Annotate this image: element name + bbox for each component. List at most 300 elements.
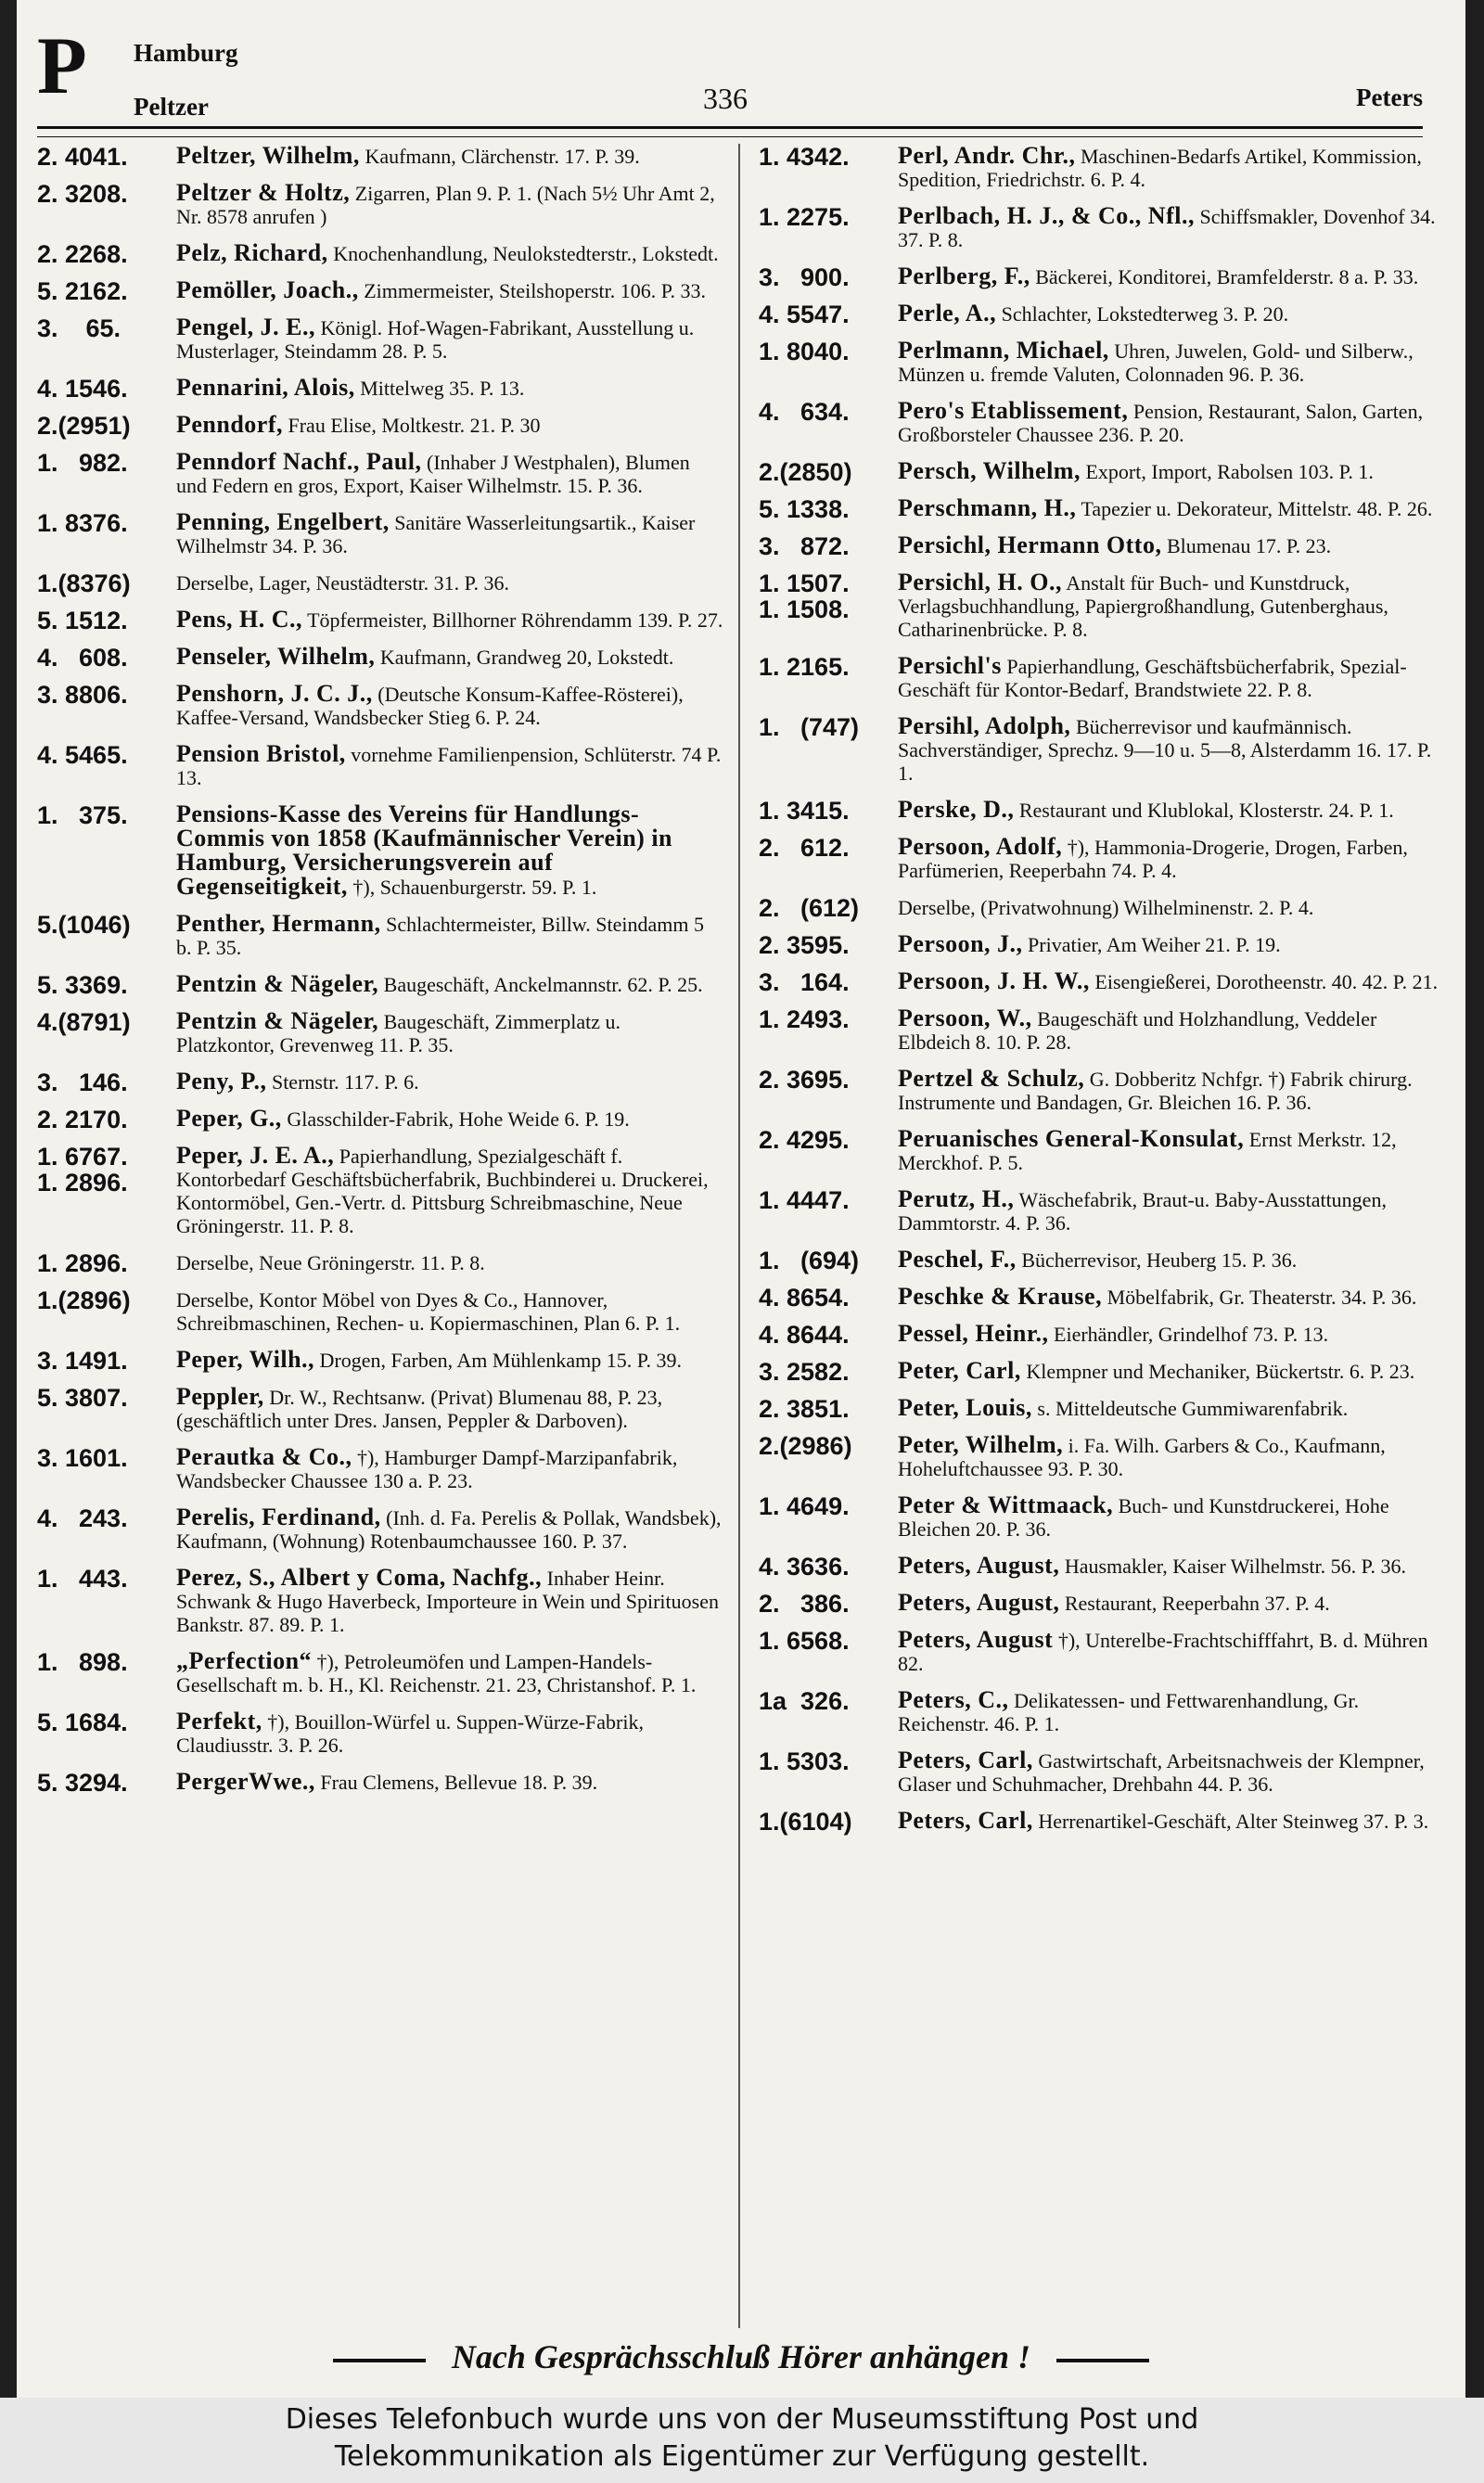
subscriber-details: Glasschilder-Fabrik, Hohe Weide 6. P. 19. (287, 1107, 630, 1131)
phone-number: 5. 3369. (37, 971, 128, 999)
subscriber-name: Persch, Wilhelm, (898, 457, 1081, 484)
directory-entry (37, 570, 723, 595)
phone-number: 1. 982. (37, 449, 128, 477)
phone-number: 1. 2275. (759, 203, 850, 231)
subscriber-name: Persoon, J. H. W., (898, 967, 1090, 994)
subscriber-details: Töpfermeister, Billhorner Röhrendamm 139. P. 27. (307, 608, 723, 632)
subscriber-name: Pertzel & Schulz, (898, 1065, 1085, 1092)
entry-body (176, 450, 723, 497)
phone-number: 2.(2951) (37, 412, 131, 440)
phone-number: 3. 65. (37, 314, 122, 342)
subscriber-name: Persoon, Adolf, (898, 833, 1063, 860)
subscriber-details: Anstalt für Buch- und Kunstdruck, Verlagsbuchhandlung, Papiergroßhandlung, Gutenberghaus, Catharinenbrücke. P. 8. (898, 571, 1388, 641)
subscriber-name: Persichl, H. O., (898, 569, 1062, 595)
entry-body (176, 972, 723, 996)
directory-entry (759, 930, 1445, 959)
subscriber-details: Uhren, Juwelen, Gold- und Silberw., Münzen u. fremde Valuten, Colonnaden 96. P. 36. (898, 339, 1414, 386)
range-end-label: Peters (1356, 83, 1423, 111)
directory-entry (37, 1505, 723, 1553)
directory-entry (37, 608, 723, 632)
subscriber-name: Penning, Engelbert, (176, 508, 390, 535)
entry-body (898, 144, 1445, 191)
phone-number: 1. 4447. (759, 1186, 850, 1214)
directory-entry (37, 1445, 723, 1492)
directory-entry (759, 967, 1445, 996)
directory-entry (37, 1768, 723, 1797)
entry-body (898, 496, 1445, 520)
directory-entry (759, 144, 1445, 191)
subscriber-details: Frau Clemens, Bellevue 18. P. 39. (320, 1771, 598, 1794)
subscriber-name: Peters, Carl, (898, 1747, 1033, 1773)
subscriber-name: Penshorn, J. C. J., (176, 680, 373, 707)
phone-number: 2. 2170. (37, 1106, 128, 1133)
subscriber-name: Pensions-Kasse des Vereins für Handlungs-Commis von 1858 (Kaufmännischer Verein) in Hamburg, Versicherungsverein auf Gegenseitigkeit, (176, 800, 673, 900)
page-header (17, 0, 1465, 130)
phone-number: 3. 900. (759, 263, 850, 291)
subscriber-details: Derselbe, (Privatwohnung) Wilhelminenstr. 2. P. 4. (898, 896, 1314, 919)
directory-entry (759, 1127, 1445, 1174)
directory-entry (759, 1006, 1445, 1054)
phone-number: 1. 8376. (37, 509, 128, 537)
entry-body (176, 510, 723, 557)
phone-number: 2. 3851. (759, 1395, 850, 1423)
entry-body (898, 459, 1445, 483)
subscriber-name: Perle, A., (898, 300, 997, 326)
subscriber-details: Bücherrevisor und kaufmännisch. Sachverständiger, Sprechz. 9—10 u. 5—8, Alsterdamm 16. 17. P. 1. (898, 715, 1432, 785)
entry-body (176, 682, 723, 729)
column-divider (738, 144, 740, 2328)
phone-number: 5. 1338. (759, 495, 850, 523)
subscriber-name: Peter & Wittmaack, (898, 1491, 1114, 1518)
header-rule-thin (37, 136, 1423, 137)
directory-entry (759, 1433, 1445, 1480)
directory-entry (37, 1249, 723, 1277)
subscriber-details: Sternstr. 117. P. 6. (271, 1070, 419, 1094)
directory-page (17, 0, 1465, 2398)
subscriber-details: Schiffsmakler, Dovenhof 34. 37. P. 8. (898, 205, 1436, 251)
subscriber-name: Perelis, Ferdinand, (176, 1504, 381, 1530)
phone-number: 1. 6767. 1. 2896. (37, 1143, 128, 1197)
subscriber-details: Mittelweg 35. P. 13. (360, 377, 525, 400)
directory-entry (759, 1589, 1445, 1618)
directory-entry (37, 1649, 723, 1696)
phone-number: 1. 375. (37, 801, 128, 829)
phone-number: 3. 2582. (759, 1358, 850, 1386)
subscriber-details: Klempner und Mechaniker, Bückertstr. 6. P. 23. (1026, 1360, 1415, 1383)
subscriber-name: Persoon, J., (898, 930, 1023, 957)
entry-body (898, 1187, 1445, 1235)
directory-entry (37, 1069, 723, 1094)
subscriber-details: Dr. W., Rechtsanw. (Privat) Blumenau 88, P. 23, (geschäftlich unter Dres. Jansen, Peppler & Darboven). (176, 1386, 663, 1432)
entry-body (176, 1385, 723, 1432)
entry-body (176, 1770, 723, 1794)
subscriber-name: Pengel, J. E., (176, 314, 315, 340)
subscriber-details: Pension, Restaurant, Salon, Garten, Großborsteler Chaussee 236. P. 20. (898, 400, 1424, 446)
subscriber-details: Bäckerei, Konditorei, Bramfelderstr. 8 a. P. 33. (1035, 265, 1419, 288)
entry-body (898, 1322, 1445, 1346)
entry-body (898, 835, 1445, 882)
phone-number: 1a 326. (759, 1687, 850, 1715)
subscriber-details: (Inh. d. Fa. Perelis & Pollak, Wandsbek), Kaufmann, (Wohnung) Rotenbaumchaussee 160. P. 37. (176, 1506, 722, 1553)
subscriber-name: Peruanisches General-Konsulat, (898, 1125, 1245, 1152)
entry-body (176, 570, 723, 595)
directory-entry (759, 457, 1445, 486)
subscriber-details: Inhaber Heinr. Schwank & Hugo Haverbeck, Importeure in Wein und Spirituosen Bankstr. 87. 89. P. 1. (176, 1567, 719, 1636)
subscriber-name: Penther, Hermann, (176, 910, 381, 937)
subscriber-details: †), Hamburger Dampf-Marzipanfabrik, Wandsbecker Chaussee 130 a. P. 23. (176, 1446, 678, 1492)
phone-number: 4. 608. (37, 644, 128, 672)
entry-body (898, 570, 1445, 641)
directory-entry (37, 970, 723, 999)
directory-entry (759, 494, 1445, 523)
directory-entry (37, 643, 723, 672)
directory-entry (759, 1493, 1445, 1541)
subscriber-name: Pelz, Richard, (176, 239, 328, 266)
entry-body (898, 1433, 1445, 1480)
directory-entry (37, 912, 723, 959)
entry-body (176, 278, 723, 302)
entry-body (898, 399, 1445, 446)
subscriber-details: Hausmakler, Kaiser Wilhelmstr. 56. P. 36. (1064, 1555, 1406, 1578)
phone-number: 1. 898. (37, 1648, 128, 1676)
entry-body (898, 1554, 1445, 1578)
directory-entry (759, 1628, 1445, 1675)
subscriber-name: Perez, S., Albert y Coma, Nachfg., (176, 1564, 543, 1591)
subscriber-details: i. Fa. Wilh. Garbers & Co., Kaufmann, Hoheluftchaussee 93. P. 30. (898, 1434, 1386, 1480)
directory-entry (37, 802, 723, 899)
entry-body (176, 608, 723, 632)
subscriber-details: Derselbe, Kontor Möbel von Dyes & Co., Hannover, Schreibmaschinen, Rechen- u. Kopiermaschinen, Plan 6. P. 1. (176, 1288, 681, 1335)
subscriber-details: Knochenhandlung, Neulokstedterstr., Lokstedt. (333, 242, 719, 265)
phone-number: 2. 612. (759, 834, 850, 862)
subscriber-name: Peters, C., (898, 1686, 1009, 1713)
phone-number: 1.(6104) (759, 1808, 852, 1836)
entry-body (176, 1505, 723, 1553)
entry-body (898, 1748, 1445, 1796)
subscriber-name: Persichl's (898, 652, 1002, 679)
subscriber-details: Sanitäre Wasserleitungsartik., Kaiser Wilhelmstr 34. P. 36. (176, 511, 696, 557)
phone-number: 5. 3807. (37, 1384, 128, 1412)
subscriber-details: Eierhändler, Grindelhof 73. P. 13. (1054, 1323, 1329, 1346)
directory-entry (37, 682, 723, 729)
directory-entry (37, 181, 723, 228)
subscriber-name: Peper, Wilh., (176, 1346, 315, 1373)
directory-entry (37, 315, 723, 363)
subscriber-details: (Deutsche Konsum-Kaffee-Rösterei), Kaffee-Versand, Wandsbecker Stieg 6. P. 24. (176, 683, 684, 729)
subscriber-details: Schlachter, Lokstedterweg 3. P. 20. (1001, 302, 1289, 326)
subscriber-name: Perschmann, H., (898, 494, 1077, 521)
entry-body (176, 742, 723, 789)
directory-entry (759, 262, 1445, 291)
directory-entry (759, 1067, 1445, 1114)
directory-entry (37, 1346, 723, 1375)
directory-entry (759, 1283, 1445, 1312)
subscriber-name: Peters, August (898, 1626, 1054, 1653)
directory-entry (759, 1688, 1445, 1735)
subscriber-details: Kaufmann, Grandweg 20, Lokstedt. (379, 646, 674, 669)
entry-body (898, 1006, 1445, 1054)
entry-body (898, 895, 1445, 919)
subscriber-name: Peters, Carl, (898, 1807, 1033, 1834)
notice-dash-left (333, 2359, 426, 2362)
subscriber-name: Peppler, (176, 1383, 264, 1410)
directory-entry (37, 276, 723, 305)
subscriber-details: Eisengießerei, Dorotheenstr. 40. 42. P. 21. (1094, 970, 1439, 993)
subscriber-name: Pero's Etablissement, (898, 397, 1129, 424)
phone-number: 3. 1491. (37, 1347, 128, 1375)
phone-number: 1. 6568. (759, 1627, 850, 1655)
subscriber-name: Pennarini, Alois, (176, 374, 355, 401)
entry-body (898, 301, 1445, 326)
subscriber-details: Kaufmann, Clärchenstr. 17. P. 39. (365, 145, 640, 168)
right-column (759, 144, 1445, 1846)
subscriber-details: Königl. Hof-Wagen-Fabrikant, Ausstellung u. Musterlager, Steindamm 28. P. 5. (176, 316, 695, 363)
subscriber-details: G. Dobberitz Nchfgr. †) Fabrik chirurg. Instrumente und Bandagen, Gr. Bleichen 16. P. 36. (898, 1068, 1413, 1114)
phone-number: 2. 2268. (37, 240, 128, 268)
phone-number: 3. 872. (759, 532, 850, 560)
directory-entry (759, 1248, 1445, 1272)
directory-entry (759, 714, 1445, 785)
entry-body (898, 932, 1445, 956)
directory-entry (759, 1320, 1445, 1349)
subscriber-name: Penndorf, (176, 411, 283, 438)
phone-number: 1. 4342. (759, 143, 850, 171)
entry-body (176, 1107, 723, 1131)
subscriber-details: †), Hammonia-Drogerie, Drogen, Farben, Parfümerien, Reeperbahn 74. P. 4. (898, 836, 1408, 882)
provenance-banner (0, 2398, 1484, 2483)
phone-number: 5. 1512. (37, 607, 128, 634)
entry-body (176, 802, 723, 899)
entry-body (176, 912, 723, 959)
banner-line-2: Telekommunikation als Eigentümer zur Verfügung gestellt. (334, 2440, 1150, 2473)
phone-number: 2. 3595. (759, 931, 850, 959)
subscriber-name: Pentzin & Nägeler, (176, 1007, 379, 1034)
notice-text: Nach Gesprächsschluß Hörer anhängen ! (451, 2338, 1031, 2375)
subscriber-details: Tapezier u. Dekorateur, Mittelstr. 48. P. 26. (1081, 497, 1433, 520)
directory-entry (759, 204, 1445, 251)
subscriber-details: Baugeschäft, Anckelmannstr. 62. P. 25. (383, 973, 703, 996)
subscriber-details: †), Schauenburgerstr. 59. P. 1. (352, 876, 597, 899)
directory-entry (37, 1385, 723, 1432)
subscriber-name: Pemöller, Joach., (176, 276, 359, 303)
entry-body (176, 1445, 723, 1492)
phone-number: 1. 443. (37, 1565, 128, 1593)
subscriber-name: Peper, G., (176, 1105, 282, 1132)
phone-number: 4. 243. (37, 1504, 128, 1532)
entry-body (898, 204, 1445, 251)
phone-number: 4. 634. (759, 398, 850, 426)
phone-number: 2.(2850) (759, 458, 852, 486)
subscriber-details: Frau Elise, Moltkestr. 21. P. 30 (288, 414, 541, 437)
subscriber-name: Perlmann, Michael, (898, 337, 1109, 364)
phone-number: 5. 1684. (37, 1709, 128, 1736)
phone-number: 4. 8644. (759, 1321, 850, 1349)
entry-body (898, 1127, 1445, 1174)
phone-number: 1. 3415. (759, 797, 850, 825)
directory-entry (759, 1748, 1445, 1796)
subscriber-details: Gastwirtschaft, Arbeitsnachweis der Klempner, Glaser und Schuhmacher, Drehbahn 44. P. 36. (898, 1749, 1425, 1796)
entry-body (176, 181, 723, 228)
entry-body (898, 654, 1445, 701)
subscriber-name: Penseler, Wilhelm, (176, 643, 376, 670)
subscriber-details: Derselbe, Neue Gröningerstr. 11. P. 8. (176, 1251, 485, 1274)
subscriber-details: Baugeschäft und Holzhandlung, Veddeler Elbdeich 8. 10. P. 28. (898, 1007, 1377, 1054)
directory-entry (759, 1187, 1445, 1235)
directory-entry (759, 1552, 1445, 1581)
subscriber-details: Buch- und Kunstdruckerei, Hohe Bleichen 20. P. 36. (898, 1494, 1389, 1541)
entry-body (176, 241, 723, 265)
phone-number: 1. 2165. (759, 653, 850, 681)
directory-entry (759, 531, 1445, 560)
phone-number: 1. (747) (759, 713, 860, 741)
entry-body (898, 264, 1445, 288)
subscriber-details: Restaurant und Klublokal, Klosterstr. 24. P. 1. (1018, 799, 1394, 822)
subscriber-name: „Perfection“ (176, 1647, 313, 1674)
phone-number: 4. 5547. (759, 301, 850, 328)
subscriber-name: Pens, H. C., (176, 606, 302, 633)
subscriber-name: Peltzer, Wilhelm, (176, 142, 360, 169)
subscriber-details: Derselbe, Lager, Neustädterstr. 31. P. 36. (176, 571, 509, 595)
phone-number: 2.(2986) (759, 1432, 852, 1460)
entry-body (898, 1285, 1445, 1309)
entry-body (176, 1009, 723, 1056)
phone-number: 3. 164. (759, 968, 850, 996)
subscriber-details: Herrenartikel-Geschäft, Alter Steinweg 37. P. 3. (1038, 1810, 1429, 1833)
directory-entry (759, 796, 1445, 825)
entry-body (898, 1809, 1445, 1833)
subscriber-details: Maschinen-Bedarfs Artikel, Kommission, Spedition, Friedrichstr. 6. P. 4. (898, 145, 1422, 191)
phone-number: 1.(8376) (37, 570, 131, 597)
entry-body (176, 315, 723, 363)
phone-number: 4. 3636. (759, 1553, 850, 1581)
subscriber-name: Perutz, H., (898, 1185, 1015, 1212)
entry-body (898, 1493, 1445, 1541)
phone-number: 1. (694) (759, 1247, 860, 1274)
subscriber-name: Penndorf Nachf., Paul, (176, 448, 422, 475)
directory-entry (759, 1394, 1445, 1423)
banner-line-1: Dieses Telefonbuch wurde uns von der Museumsstiftung Post und (285, 2403, 1199, 2436)
subscriber-details: Delikatessen- und Fettwarenhandlung, Gr. Reichenstr. 46. P. 1. (898, 1689, 1360, 1735)
entry-body (176, 376, 723, 400)
directory-entry (759, 1357, 1445, 1386)
phone-number: 4.(8791) (37, 1008, 131, 1036)
subscriber-name: Persihl, Adolph, (898, 712, 1071, 739)
phone-number: 1. 2493. (759, 1005, 850, 1033)
subscriber-details: Export, Import, Rabolsen 103. P. 1. (1085, 460, 1374, 483)
subscriber-name: Peters, August, (898, 1552, 1060, 1579)
entry-body (176, 1348, 723, 1372)
phone-number: 2. 3695. (759, 1066, 850, 1094)
directory-entry (759, 399, 1445, 446)
entry-body (176, 645, 723, 669)
subscriber-name: Perautka & Co., (176, 1443, 352, 1470)
subscriber-details: Schlachtermeister, Billw. Steindamm 5 b. P. 35. (176, 913, 704, 959)
phone-number: 5. 3294. (37, 1769, 128, 1797)
phone-number: 4. 8654. (759, 1284, 850, 1312)
subscriber-name: Perfekt, (176, 1708, 262, 1734)
phone-number: 1. 2896. (37, 1249, 128, 1277)
subscriber-name: Peschel, F., (898, 1246, 1017, 1273)
phone-number: 1.(2896) (37, 1286, 131, 1314)
directory-entry (37, 1009, 723, 1056)
subscriber-details: vornehme Familienpension, Schlüterstr. 74 P. 13. (176, 743, 722, 789)
subscriber-details: Wäschefabrik, Braut-u. Baby-Ausstattungen, Dammtorstr. 4. P. 36. (898, 1188, 1387, 1235)
subscriber-name: Peny, P., (176, 1068, 267, 1094)
entry-body (176, 1566, 723, 1636)
subscriber-name: Peschke & Krause, (898, 1283, 1103, 1310)
directory-entry (37, 510, 723, 557)
directory-entry (37, 1107, 723, 1131)
subscriber-details: Ernst Merkstr. 12, Merckhof. P. 5. (898, 1128, 1397, 1174)
subscriber-name: Peter, Carl, (898, 1357, 1021, 1384)
phone-number: 4. 1546. (37, 375, 128, 403)
subscriber-details: s. Mitteldeutsche Gummiwarenfabrik. (1037, 1397, 1349, 1420)
directory-entry (37, 411, 723, 440)
entry-body (898, 798, 1445, 822)
subscriber-name: Pessel, Heinr., (898, 1320, 1049, 1347)
directory-entry (759, 1807, 1445, 1836)
subscriber-details: Papierhandlung, Spezialgeschäft f. Kontorbedarf Geschäftsbücherfabrik, Buchbinderei u. Druckerei, Kontormöbel, Gen.-Vertr. d. Pittsburg Schreibmaschine, Neue Gröningerstr. 11. P. 8. (176, 1145, 709, 1237)
directory-entry (759, 301, 1445, 326)
subscriber-details: Papierhandlung, Geschäftsbücherfabrik, Spezial-Geschäft für Kontor-Bedarf, Brandstwiete 22. P. 8. (898, 655, 1407, 701)
directory-entry (37, 1287, 723, 1335)
phone-number: 2. 4041. (37, 143, 128, 171)
phone-number: 1. 4649. (759, 1492, 850, 1520)
page-number: 336 (703, 82, 748, 115)
subscriber-name: Peper, J. E. A., (176, 1142, 335, 1169)
range-start-label: Peltzer (134, 93, 209, 121)
entry-body (898, 1591, 1445, 1615)
subscriber-details: (Inhaber J Westphalen), Blumen und Federn en gros, Export, Kaiser Wilhelmstr. 15. P. 36. (176, 451, 690, 497)
entry-body (898, 339, 1445, 386)
entry-body (898, 1359, 1445, 1383)
entry-body (898, 1248, 1445, 1272)
directory-entry (759, 570, 1445, 641)
directory-entry (37, 1709, 723, 1757)
subscriber-name: Persichl, Hermann Otto, (898, 531, 1162, 558)
subscriber-details: Privatier, Am Weiher 21. P. 19. (1028, 933, 1281, 956)
phone-number: 1. 5303. (759, 1747, 850, 1775)
phone-number: 1. 8040. (759, 338, 850, 365)
phone-number: 1. 1507. 1. 1508. (759, 570, 850, 623)
phone-number: 2. 4295. (759, 1126, 850, 1154)
phone-number: 5. 2162. (37, 277, 128, 305)
entry-body (176, 1649, 723, 1696)
directory-entry (759, 894, 1445, 922)
directory-entry (37, 742, 723, 789)
subscriber-name: Persoon, W., (898, 1005, 1032, 1031)
notice-dash-right (1056, 2359, 1149, 2362)
phone-number: 2. (612) (759, 894, 860, 922)
left-column (37, 144, 723, 1807)
directory-entry (759, 835, 1445, 882)
subscriber-name: Peltzer & Holtz, (176, 179, 351, 206)
entry-body (176, 1250, 723, 1274)
subscriber-details: †), Petroleumöfen und Lampen-Handels-Gesellschaft m. b. H., Kl. Reichenstr. 21. 23, Christanshof. P. 1. (176, 1650, 697, 1696)
entry-body (898, 1628, 1445, 1675)
phone-number: 3. 8806. (37, 681, 128, 709)
entry-body (898, 533, 1445, 557)
header-rule (37, 126, 1423, 129)
entry-body (176, 1709, 723, 1757)
directory-entry (37, 450, 723, 497)
subscriber-name: PergerWwe., (176, 1768, 315, 1795)
subscriber-name: Pentzin & Nägeler, (176, 970, 379, 997)
entry-body (898, 969, 1445, 993)
entry-body (176, 1287, 723, 1335)
entry-body (898, 714, 1445, 785)
entry-body (898, 1688, 1445, 1735)
